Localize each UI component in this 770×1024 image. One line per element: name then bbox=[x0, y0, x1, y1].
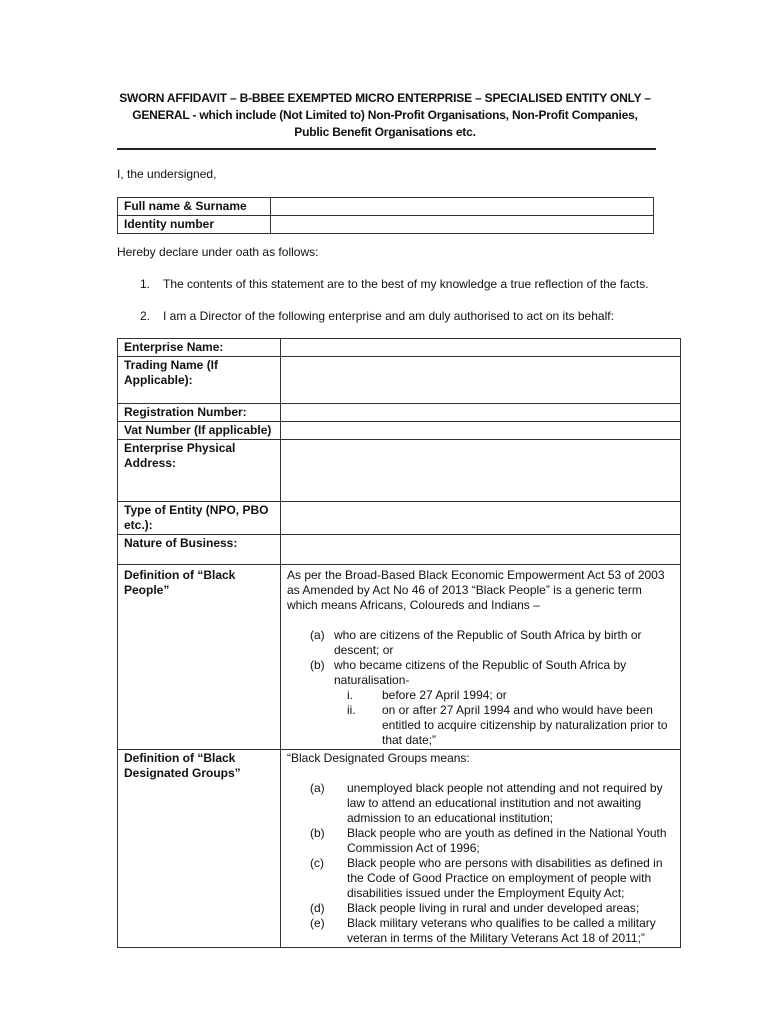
nature-of-business-field[interactable] bbox=[281, 535, 681, 565]
trading-name-label: Trading Name (If Applicable): bbox=[118, 357, 281, 404]
table-row bbox=[118, 404, 681, 422]
list-item: (e) Black military veterans who qualifies to be called a military veteran in terms of the Military Veterans Act 18 of 2011;” bbox=[310, 916, 656, 945]
black-people-definition bbox=[281, 565, 681, 750]
declaration-text: Hereby declare under oath as follows: bbox=[117, 245, 319, 259]
list-item: (b) Black people who are youth as defined in the National Youth Commission Act of 1996; bbox=[310, 826, 667, 855]
identity-number-field[interactable] bbox=[271, 216, 654, 234]
enterprise-name-label: Enterprise Name: bbox=[118, 339, 281, 357]
list-item: (d) Black people living in rural and under developed areas; bbox=[310, 901, 640, 915]
document-title bbox=[100, 90, 670, 141]
table-row bbox=[118, 216, 654, 234]
registration-number-field[interactable] bbox=[281, 404, 681, 422]
definition-intro: “Black Designated Groups means: bbox=[287, 751, 470, 765]
enterprise-table bbox=[117, 338, 681, 948]
list-item: (a) who are citizens of the Republic of South Africa by birth or descent; or bbox=[310, 628, 642, 657]
definition-list bbox=[287, 781, 674, 946]
table-row bbox=[118, 565, 681, 750]
title-divider bbox=[117, 148, 656, 150]
list-item: ii. on or after 27 April 1994 and who would have been entitled to acquire citizenship by naturalization prior to that date;” bbox=[347, 703, 668, 747]
item-number: 2. bbox=[140, 309, 151, 323]
title-line-2: GENERAL - which include (Not Limited to) Non-Profit Organisations, Non-Profit Companies, bbox=[132, 108, 638, 122]
item-text: I am a Director of the following enterprise and am duly authorised to act on its behalf: bbox=[163, 309, 614, 323]
list-item: (c) Black people who are persons with disabilities as defined in the Code of Good Practice on employment of people with disabilities issued under the Employment Equity Act; bbox=[310, 856, 663, 900]
full-name-field[interactable] bbox=[271, 198, 654, 216]
title-line-3: Public Benefit Organisations etc. bbox=[294, 125, 476, 139]
registration-number-label: Registration Number: bbox=[118, 404, 281, 422]
table-row bbox=[118, 422, 681, 440]
trading-name-field[interactable] bbox=[281, 357, 681, 404]
list-item: (b) who became citizens of the Republic of South Africa by naturalisation- bbox=[310, 658, 627, 687]
list-item: i. before 27 April 1994; or bbox=[347, 688, 507, 702]
definition-intro: As per the Broad-Based Black Economic Empowerment Act 53 of 2003 as Amended by Act No 46 of 2013 “Black People” is a generic term which means Africans, Coloureds and Indians – bbox=[287, 568, 665, 612]
table-row bbox=[118, 750, 681, 948]
full-name-label: Full name & Surname bbox=[118, 198, 271, 216]
black-people-label: Definition of “Black People” bbox=[118, 565, 281, 750]
nature-of-business-label: Nature of Business: bbox=[118, 535, 281, 565]
physical-address-field[interactable] bbox=[281, 440, 681, 502]
vat-number-label: Vat Number (If applicable) bbox=[118, 422, 281, 440]
identity-table bbox=[117, 197, 654, 234]
table-row bbox=[118, 357, 681, 404]
definition-sublist bbox=[287, 688, 674, 748]
physical-address-label: Enterprise Physical Address: bbox=[118, 440, 281, 502]
title-line-1: SWORN AFFIDAVIT – B-BBEE EXEMPTED MICRO ENTERPRISE – SPECIALISED ENTITY ONLY – bbox=[119, 91, 651, 105]
table-row bbox=[118, 339, 681, 357]
black-designated-groups-definition bbox=[281, 750, 681, 948]
item-number: 1. bbox=[140, 277, 151, 291]
entity-type-field[interactable] bbox=[281, 502, 681, 535]
item-text: The contents of this statement are to the best of my knowledge a true reflection of the facts. bbox=[163, 277, 649, 291]
black-designated-groups-label: Definition of “Black Designated Groups” bbox=[118, 750, 281, 948]
table-row bbox=[118, 535, 681, 565]
list-item: (a) unemployed black people not attending and not required by law to attend an educational institution and not awaiting admission to an educational institution; bbox=[310, 781, 663, 825]
table-row bbox=[118, 198, 654, 216]
table-row bbox=[118, 502, 681, 535]
definition-list bbox=[287, 628, 674, 688]
vat-number-field[interactable] bbox=[281, 422, 681, 440]
entity-type-label: Type of Entity (NPO, PBO etc.): bbox=[118, 502, 281, 535]
table-row bbox=[118, 440, 681, 502]
statement-item-2 bbox=[140, 309, 614, 323]
intro-text: I, the undersigned, bbox=[117, 167, 217, 181]
statement-item-1 bbox=[140, 277, 649, 291]
enterprise-name-field[interactable] bbox=[281, 339, 681, 357]
identity-number-label: Identity number bbox=[118, 216, 271, 234]
